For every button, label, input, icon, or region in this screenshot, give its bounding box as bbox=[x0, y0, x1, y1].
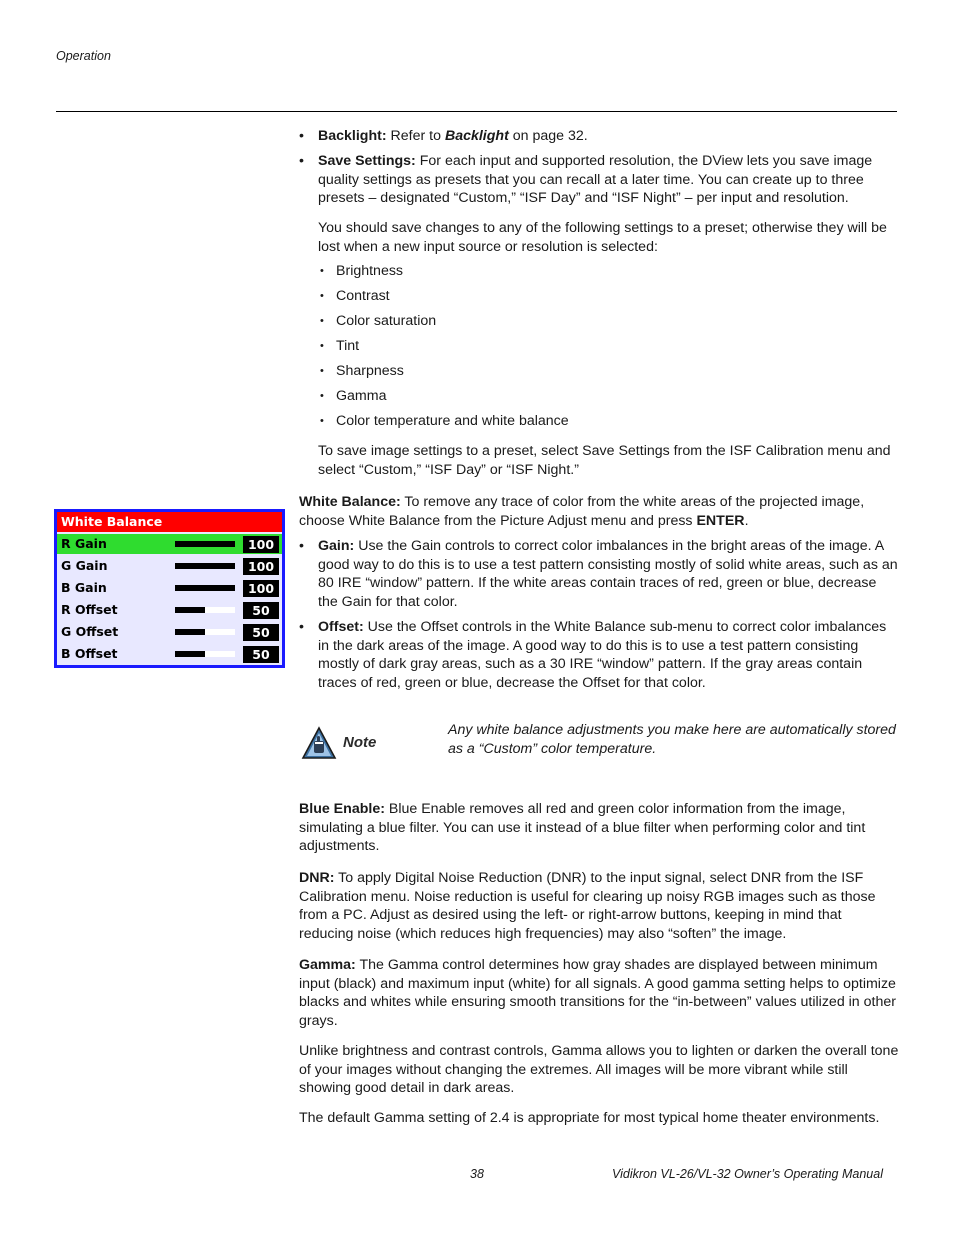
osd-level-fill bbox=[175, 541, 235, 547]
osd-row-value: 100 bbox=[243, 536, 279, 553]
gain-bullet: • Gain: Use the Gain controls to correct color imbalances in the bright areas of the image. A good way to do this is to use a test pattern consisting mostly of solid white areas, such as an 80 IRE “window” pattern. If the white areas contain traces of red, green or blue, decrease the Gain for that color. bbox=[299, 538, 898, 610]
bullet-dot: • bbox=[299, 538, 304, 554]
save-note-paragraph: You should save changes to any of the following settings to a preset; otherwise they will be lost when a new input source or resolution is selected: bbox=[318, 220, 887, 255]
manual-title: Vidikron VL-26/VL-32 Owner’s Operating Manual bbox=[612, 1167, 883, 1181]
running-header: Operation bbox=[56, 49, 111, 63]
note-text: Any white balance adjustments you make here are automatically stored as a “Custom” color temperature. bbox=[448, 722, 896, 757]
osd-level-bar[interactable] bbox=[175, 607, 235, 613]
white-balance-paragraph: White Balance: To remove any trace of color from the white areas of the projected image, choose White Balance from the Picture Adjust menu and press ENTER. bbox=[299, 494, 865, 529]
osd-row-value: 100 bbox=[243, 558, 279, 575]
paragraph-term: Gamma: bbox=[299, 957, 356, 973]
paragraph-term: Blue Enable: bbox=[299, 801, 385, 817]
osd-level-bar[interactable] bbox=[175, 585, 235, 591]
note-label: Note bbox=[343, 734, 377, 751]
osd-row-label: G Offset bbox=[61, 624, 119, 639]
gamma-paragraph-3: The default Gamma setting of 2.4 is appropriate for most typical home theater environments. bbox=[299, 1110, 880, 1126]
osd-title: White Balance bbox=[57, 512, 282, 532]
osd-row-value: 50 bbox=[243, 624, 279, 641]
list-item: • Tint bbox=[320, 338, 360, 354]
paragraph-term: White Balance: bbox=[299, 494, 401, 510]
bullet-text: For each input and supported resolution, the DView lets you save image quality settings as presets that you can recall at a later time. You can create up to three presets – designated “Custom,” “ISF Day” and “ISF Night” – per input and resolution. bbox=[318, 153, 873, 207]
list-item: • Color saturation bbox=[320, 313, 437, 329]
osd-row-label: B Offset bbox=[61, 646, 118, 661]
backlight-bullet bbox=[299, 127, 899, 146]
osd-row-value: 100 bbox=[243, 580, 279, 597]
bullet-dot: • bbox=[299, 128, 304, 144]
save-howto-paragraph: To save image settings to a preset, select Save Settings from the ISF Calibration menu and select “Custom,” “ISF Day” or “ISF Night.” bbox=[318, 443, 891, 478]
osd-level-bar[interactable] bbox=[175, 651, 235, 657]
settings-list bbox=[318, 262, 878, 437]
paragraph-term: DNR: bbox=[299, 870, 335, 886]
osd-row-label: B Gain bbox=[61, 580, 107, 595]
bullet-text: Refer to bbox=[386, 128, 445, 144]
osd-row-label: R Gain bbox=[61, 536, 107, 551]
osd-level-fill bbox=[175, 607, 205, 613]
list-item: • Contrast bbox=[320, 288, 390, 304]
osd-level-bar[interactable] bbox=[175, 629, 235, 635]
list-item: • Sharpness bbox=[320, 363, 404, 379]
bullet-term: Offset: bbox=[318, 619, 364, 635]
list-item: • Brightness bbox=[320, 263, 404, 279]
osd-menu-row[interactable] bbox=[57, 556, 282, 576]
header-rule bbox=[56, 111, 897, 112]
list-item: • Gamma bbox=[320, 388, 387, 404]
cross-reference: Backlight bbox=[444, 128, 509, 144]
offset-bullet: • Offset: Use the Offset controls in the White Balance sub-menu to correct color imbalances in the dark areas of the image. A good way to do this is to use a test pattern consisting mostly of dark gray areas, such as a 30 IRE “window” pattern. If the gray areas contain traces of red, green or blue, decrease the Offset for that color. bbox=[299, 619, 887, 691]
osd-level-bar[interactable] bbox=[175, 563, 235, 569]
page-number: 38 bbox=[470, 1167, 484, 1181]
osd-level-fill bbox=[175, 585, 235, 591]
save-settings-bullet bbox=[299, 152, 899, 208]
white-balance-osd-menu bbox=[54, 509, 285, 668]
osd-level-fill bbox=[175, 629, 205, 635]
gamma-paragraph-2: Unlike brightness and contrast controls, Gamma allows you to lighten or darken the overall tone of your images without changing the extremes. All images will be more vibrant while still showing good detail in dark areas. bbox=[299, 1043, 899, 1097]
bullet-term: Backlight: bbox=[318, 128, 387, 144]
note-pointing-hand-icon bbox=[301, 726, 337, 766]
osd-row-label: G Gain bbox=[61, 558, 108, 573]
osd-row-value: 50 bbox=[243, 602, 279, 619]
osd-row-value: 50 bbox=[243, 646, 279, 663]
osd-level-fill bbox=[175, 563, 235, 569]
blue-enable-paragraph: Blue Enable: Blue Enable removes all red and green color information from the image, simulating a blue filter. You can use it instead of a blue filter when performing color and tint adjustments. bbox=[299, 801, 866, 855]
bullet-text: on page 32. bbox=[508, 128, 588, 144]
enter-key: ENTER bbox=[696, 512, 745, 529]
osd-row-label: R Offset bbox=[61, 602, 118, 617]
bullet-dot: • bbox=[299, 153, 304, 169]
osd-menu-row[interactable] bbox=[57, 578, 282, 598]
osd-menu-row[interactable] bbox=[57, 622, 282, 642]
bullet-term: Save Settings: bbox=[318, 153, 416, 169]
list-item: • Color temperature and white balance bbox=[320, 413, 569, 429]
bullet-term: Gain: bbox=[318, 538, 355, 554]
osd-menu-row[interactable] bbox=[57, 534, 282, 554]
osd-level-fill bbox=[175, 651, 205, 657]
dnr-paragraph: DNR: To apply Digital Noise Reduction (DNR) to the input signal, select DNR from the ISF Calibration menu. Noise reduction is useful for clearing up noisy RGB images such as those from a PC. Adjust as desired using the left- or right-arrow buttons, keeping in mind that reducing noise (which reduces high frequencies) may also “soften” the image. bbox=[299, 870, 876, 942]
osd-level-bar[interactable] bbox=[175, 541, 235, 547]
osd-menu-row[interactable] bbox=[57, 644, 282, 664]
gamma-paragraph: Gamma: The Gamma control determines how gray shades are displayed between minimum input (black) and maximum input (white) for all signals. A good gamma setting helps to optimize blacks and whites while ensuring smooth transitions for the “in-between” values utilized in other grays. bbox=[299, 957, 896, 1029]
bullet-dot: • bbox=[299, 619, 304, 635]
osd-menu-row[interactable] bbox=[57, 600, 282, 620]
